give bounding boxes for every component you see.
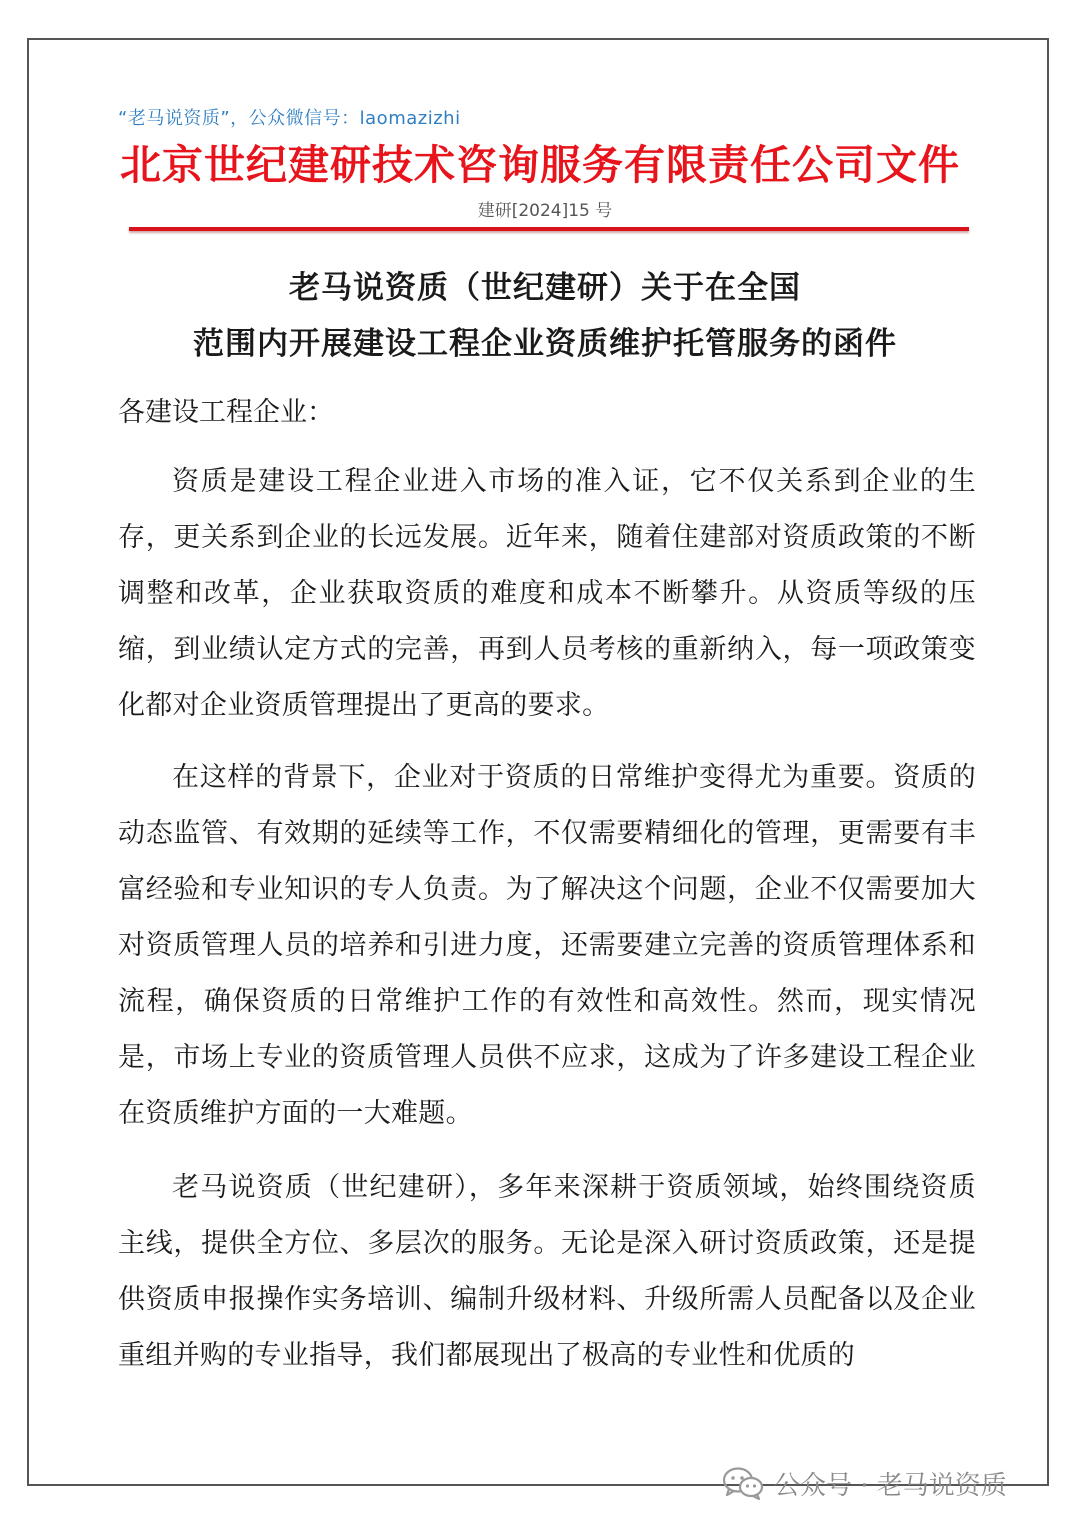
body-paragraph-3: 老马说资质（世纪建研），多年来深耕于资质领域，始终围绕资质主线，提供全方位、多层次的服务。无论是深入研讨资质政策，还是提供资质申报操作实务培训、编制升级材料、升级所需人员配备以及企业重组并购的专业指导，我们都展现出了极高的专业性和优质的 — [118, 1172, 976, 1371]
document-title-line-1: 老马说资质（世纪建研）关于在全国 — [289, 270, 801, 306]
wechat-icon — [722, 1466, 764, 1500]
body-paragraph-1: 资质是建设工程企业进入市场的准入证，它不仅关系到企业的生存，更关系到企业的长远发展。近年来，随着住建部对资质政策的不断调整和改革，企业获取资质的难度和成本不断攀升。从资质等级的压缩，到业绩认定方式的完善，再到人员考核的重新纳入，每一项政策变化都对企业资质管理提出了更高的要求。 — [118, 466, 976, 721]
document-title-line-2: 范围内开展建设工程企业资质维护托管服务的函件 — [193, 326, 897, 362]
salutation: 各建设工程企业： — [118, 397, 334, 428]
document-number: 建研[2024]15 号 — [477, 201, 613, 221]
wechat-watermark — [722, 1458, 1007, 1508]
wechat-account-note: “老马说资质”，公众微信号：laomazizhi — [118, 108, 461, 129]
organization-title: 北京世纪建研技术咨询服务有限责任公司文件 — [120, 141, 960, 189]
body-paragraph-2: 在这样的背景下，企业对于资质的日常维护变得尤为重要。资质的动态监管、有效期的延续等工作，不仅需要精细化的管理，更需要有丰富经验和专业知识的专人负责。为了解决这个问题，企业不仅需要加大对资质管理人员的培养和引进力度，还需要建立完善的资质管理体系和流程，确保资质的日常维护工作的有效性和高效性。然而，现实情况是，市场上专业的资质管理人员供不应求，这成为了许多建设工程企业在资质维护方面的一大难题。 — [118, 762, 976, 1129]
red-header-divider — [129, 227, 969, 231]
watermark-text: 公众号 · 老马说资质 — [774, 1470, 1007, 1501]
